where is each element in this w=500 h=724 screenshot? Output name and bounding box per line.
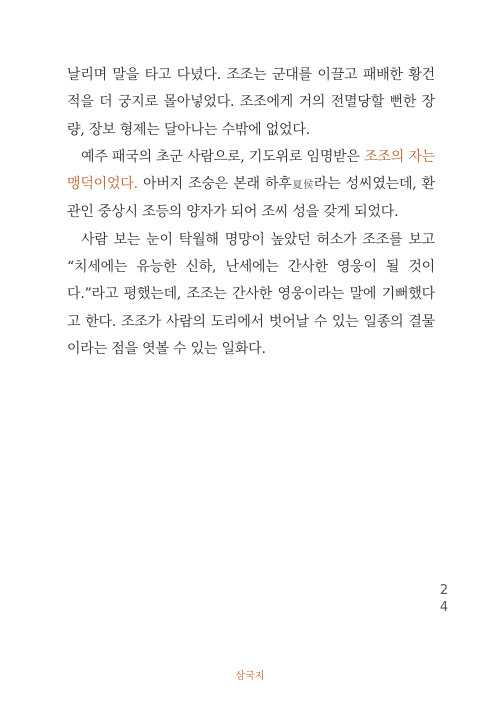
page-number-digit-1: 2 <box>439 583 449 598</box>
hanja-annotation: 夏侯 <box>291 180 314 192</box>
paragraph-2 <box>67 144 435 227</box>
footer-book-title: 삼국지 <box>235 671 265 682</box>
body-text <box>67 62 435 363</box>
paragraph-2-text-middle: 아버지 조숭은 본래 하후 <box>137 176 292 193</box>
page-number-digit-2: 4 <box>439 600 449 615</box>
highlighted-phrase: 조조의 자는 맹덕이었다. <box>67 148 435 193</box>
paragraph-1: 날리며 말을 타고 다녔다. 조조는 군대를 이끌고 패배한 황건적을 더 궁지로 몰아넣었다. 조조에게 거의 전멸당할 뻔한 장량, 장보 형제는 달아나는 수밖에 없었다. <box>67 67 435 138</box>
paragraph-2-text-start: 예주 패국의 초군 사람으로, 기도위로 임명받은 <box>81 148 365 165</box>
paragraph-2-text-end: 라는 성씨였는데, 환관인 중상시 조등의 양자가 되어 조씨 성을 갖게 되었다. <box>67 176 435 221</box>
page-number <box>437 582 451 616</box>
paragraph-3: 사람 보는 눈이 탁월해 명망이 높았던 허소가 조조를 보고 “치세에는 유능한 신하, 난세에는 간사한 영웅이 될 것이다.”라고 평했는데, 조조는 간사한 영웅이라는 말에 기뻐했다고 한다. 조조가 사람의 도리에서 벗어날 수 있는 일종의 결물이라는 점을 엿볼 수 있는 일화다. <box>67 231 435 357</box>
